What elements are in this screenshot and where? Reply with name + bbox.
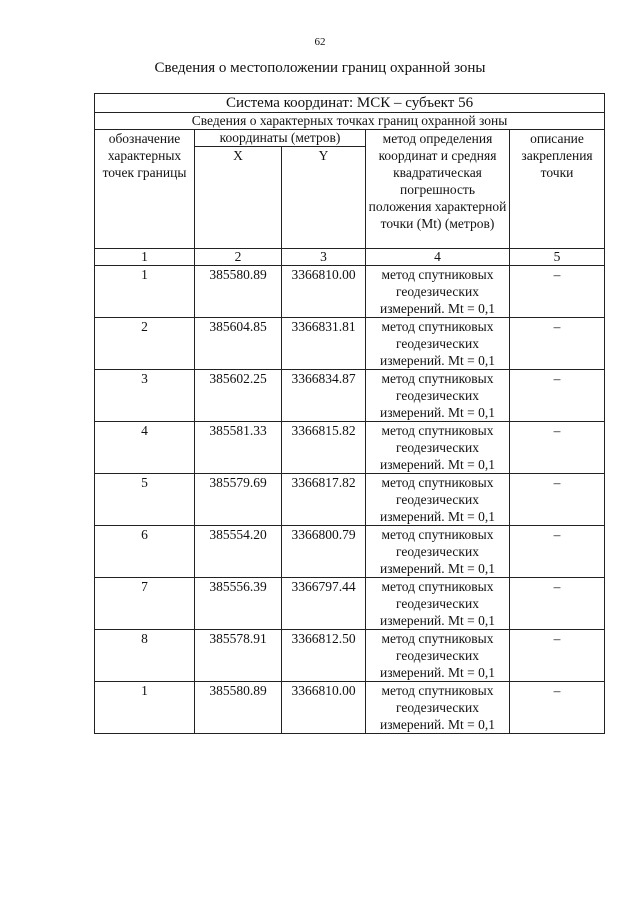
points-info-cell: Сведения о характерных точках границ охранной зоны	[95, 113, 605, 130]
y-coordinate-cell: 3366817.82	[282, 474, 366, 526]
point-number-cell: 6	[95, 526, 195, 578]
table-row	[95, 630, 605, 682]
x-coordinate-cell: 385578.91	[195, 630, 282, 682]
x-coordinate-cell: 385580.89	[195, 266, 282, 318]
x-coordinate-cell: 385581.33	[195, 422, 282, 474]
column-numbers-row	[95, 249, 605, 266]
document-title: Сведения о местоположении границ охранной зоны	[154, 60, 486, 76]
boundary-points-table	[94, 93, 605, 734]
table-row	[95, 578, 605, 630]
table-row	[95, 474, 605, 526]
method-cell: метод спутниковых геодезических измерений. Mt = 0,1	[366, 422, 510, 474]
y-coordinate-cell: 3366800.79	[282, 526, 366, 578]
method-cell: метод спутниковых геодезических измерений. Mt = 0,1	[366, 526, 510, 578]
y-coordinate-cell: 3366831.81	[282, 318, 366, 370]
method-cell: метод спутниковых геодезических измерений. Mt = 0,1	[366, 370, 510, 422]
point-number-cell: 2	[95, 318, 195, 370]
description-cell: –	[510, 422, 605, 474]
table-row	[95, 266, 605, 318]
method-cell: метод спутниковых геодезических измерений. Mt = 0,1	[366, 578, 510, 630]
coordinate-system-cell: Система координат: МСК – субъект 56	[95, 94, 605, 113]
x-coordinate-cell: 385556.39	[195, 578, 282, 630]
description-cell: –	[510, 370, 605, 422]
column-number: 3	[282, 249, 366, 266]
column-number: 5	[510, 249, 605, 266]
point-number-cell: 1	[95, 682, 195, 734]
x-coordinate-cell: 385579.69	[195, 474, 282, 526]
table-row	[95, 682, 605, 734]
description-cell: –	[510, 318, 605, 370]
page-number: 62	[314, 36, 326, 48]
column-number: 4	[366, 249, 510, 266]
coords-header: координаты (метров)	[195, 130, 366, 147]
point-number-cell: 7	[95, 578, 195, 630]
method-cell: метод спутниковых геодезических измерений. Mt = 0,1	[366, 318, 510, 370]
y-coordinate-cell: 3366815.82	[282, 422, 366, 474]
y-coordinate-cell: 3366812.50	[282, 630, 366, 682]
x-coordinate-cell: 385580.89	[195, 682, 282, 734]
description-cell: –	[510, 266, 605, 318]
description-cell: –	[510, 474, 605, 526]
point-number-cell: 1	[95, 266, 195, 318]
y-header: Y	[282, 147, 366, 249]
point-number-cell: 4	[95, 422, 195, 474]
method-header: метод определения координат и средняя квадратическая погрешность положения характерной точки (Mt) (метров)	[366, 130, 510, 249]
method-cell: метод спутниковых геодезических измерений. Mt = 0,1	[366, 630, 510, 682]
table-row	[95, 370, 605, 422]
y-coordinate-cell: 3366810.00	[282, 266, 366, 318]
point-number-cell: 8	[95, 630, 195, 682]
x-coordinate-cell: 385604.85	[195, 318, 282, 370]
x-coordinate-cell: 385602.25	[195, 370, 282, 422]
x-coordinate-cell: 385554.20	[195, 526, 282, 578]
designation-header: обозначение характерных точек границы	[95, 130, 195, 249]
table-row	[95, 422, 605, 474]
method-cell: метод спутниковых геодезических измерений. Mt = 0,1	[366, 474, 510, 526]
description-cell: –	[510, 526, 605, 578]
description-cell: –	[510, 630, 605, 682]
method-cell: метод спутниковых геодезических измерений. Mt = 0,1	[366, 266, 510, 318]
point-number-cell: 5	[95, 474, 195, 526]
column-number: 1	[95, 249, 195, 266]
description-header: описание закрепления точки	[510, 130, 605, 249]
y-coordinate-cell: 3366834.87	[282, 370, 366, 422]
table-row	[95, 526, 605, 578]
method-cell: метод спутниковых геодезических измерений. Mt = 0,1	[366, 682, 510, 734]
column-number: 2	[195, 249, 282, 266]
table-row	[95, 318, 605, 370]
description-cell: –	[510, 578, 605, 630]
description-cell: –	[510, 682, 605, 734]
y-coordinate-cell: 3366810.00	[282, 682, 366, 734]
point-number-cell: 3	[95, 370, 195, 422]
y-coordinate-cell: 3366797.44	[282, 578, 366, 630]
x-header: X	[195, 147, 282, 249]
